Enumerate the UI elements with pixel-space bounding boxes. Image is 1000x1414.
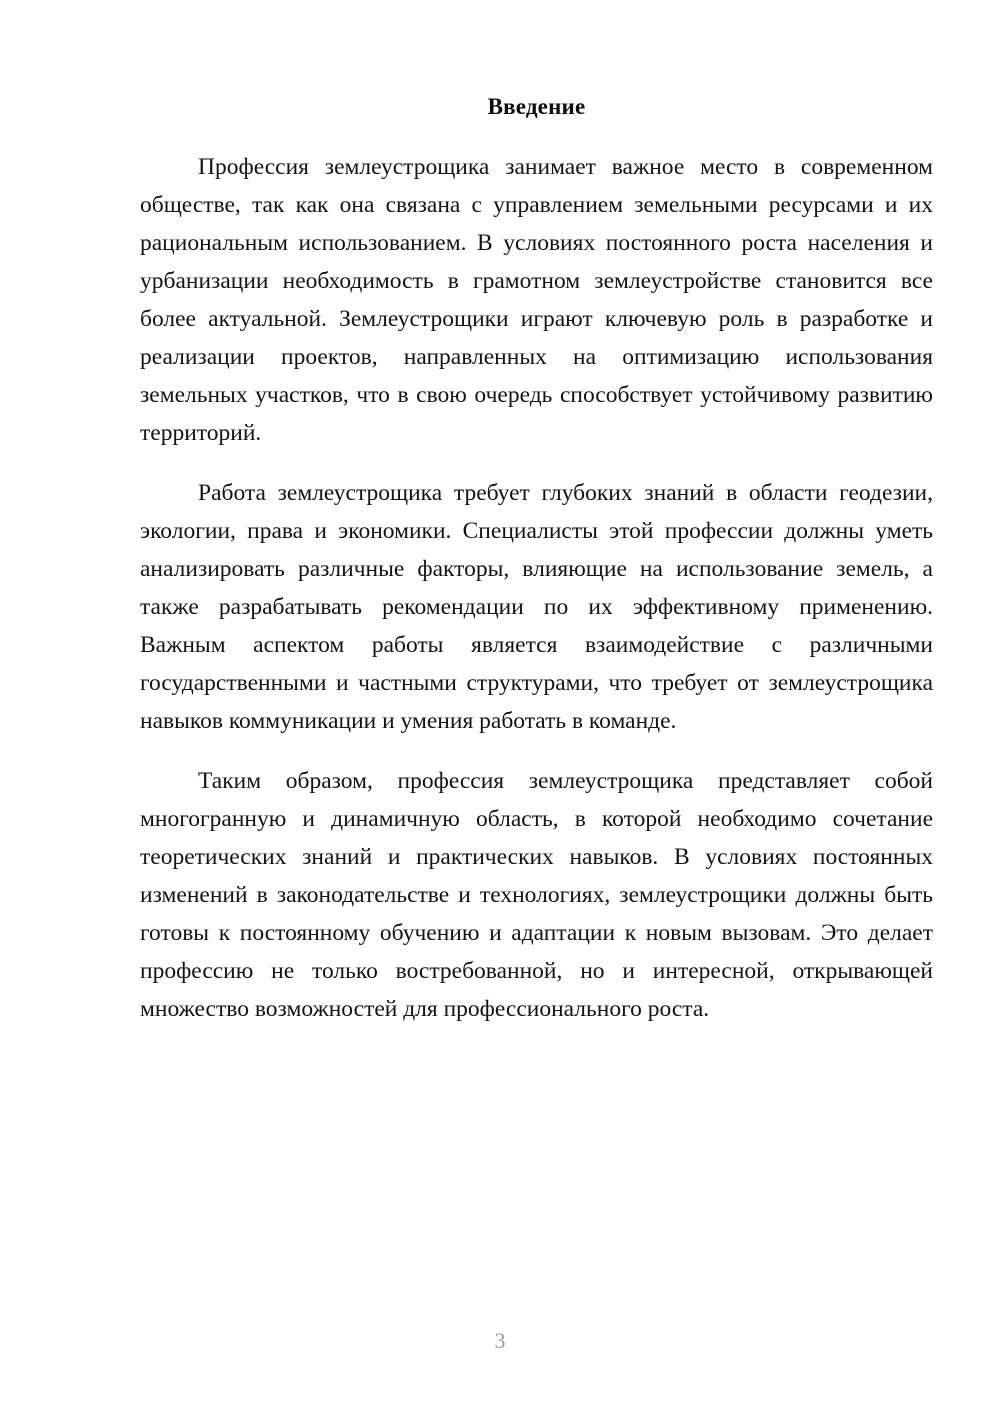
- page-title: Введение: [487, 94, 586, 119]
- page-number: 3: [494, 1328, 506, 1353]
- body-paragraph: Профессия землеустрощика занимает важное место в современном обществе, так как она связана с управлением земельными ресурсами и их рациональным использованием. В условиях постоянного роста населения и урбанизации необходимость в грамотном землеустройстве становится все более актуальной. Землеустрощики играют ключевую роль в разработке и реализации проектов, направленных на оптимизацию использования земельных участков, что в свою очередь способствует устойчивому развитию территорий.: [140, 153, 933, 446]
- body-paragraph: Таким образом, профессия землеустрощика представляет собой многогранную и динамичную область, в которой необходимо сочетание теоретических знаний и практических навыков. В условиях постоянных изменений в законодательстве и технологиях, землеустрощики должны быть готовы к постоянному обучению и адаптации к новым вызовам. Это делает профессию не только востребованной, но и интересной, открывающей множество возможностей для профессионального роста.: [140, 767, 933, 1022]
- body-paragraph: Работа землеустрощика требует глубоких знаний в области геодезии, экологии, права и экономики. Специалисты этой профессии должны уметь анализировать различные факторы, влияющие на использование земель, а также разрабатывать рекомендации по их эффективному применению. Важным аспектом работы является взаимодействие с различными государственными и частными структурами, что требует от землеустрощика навыков коммуникации и умения работать в команде.: [140, 479, 933, 734]
- document-text-column: [140, 92, 933, 1028]
